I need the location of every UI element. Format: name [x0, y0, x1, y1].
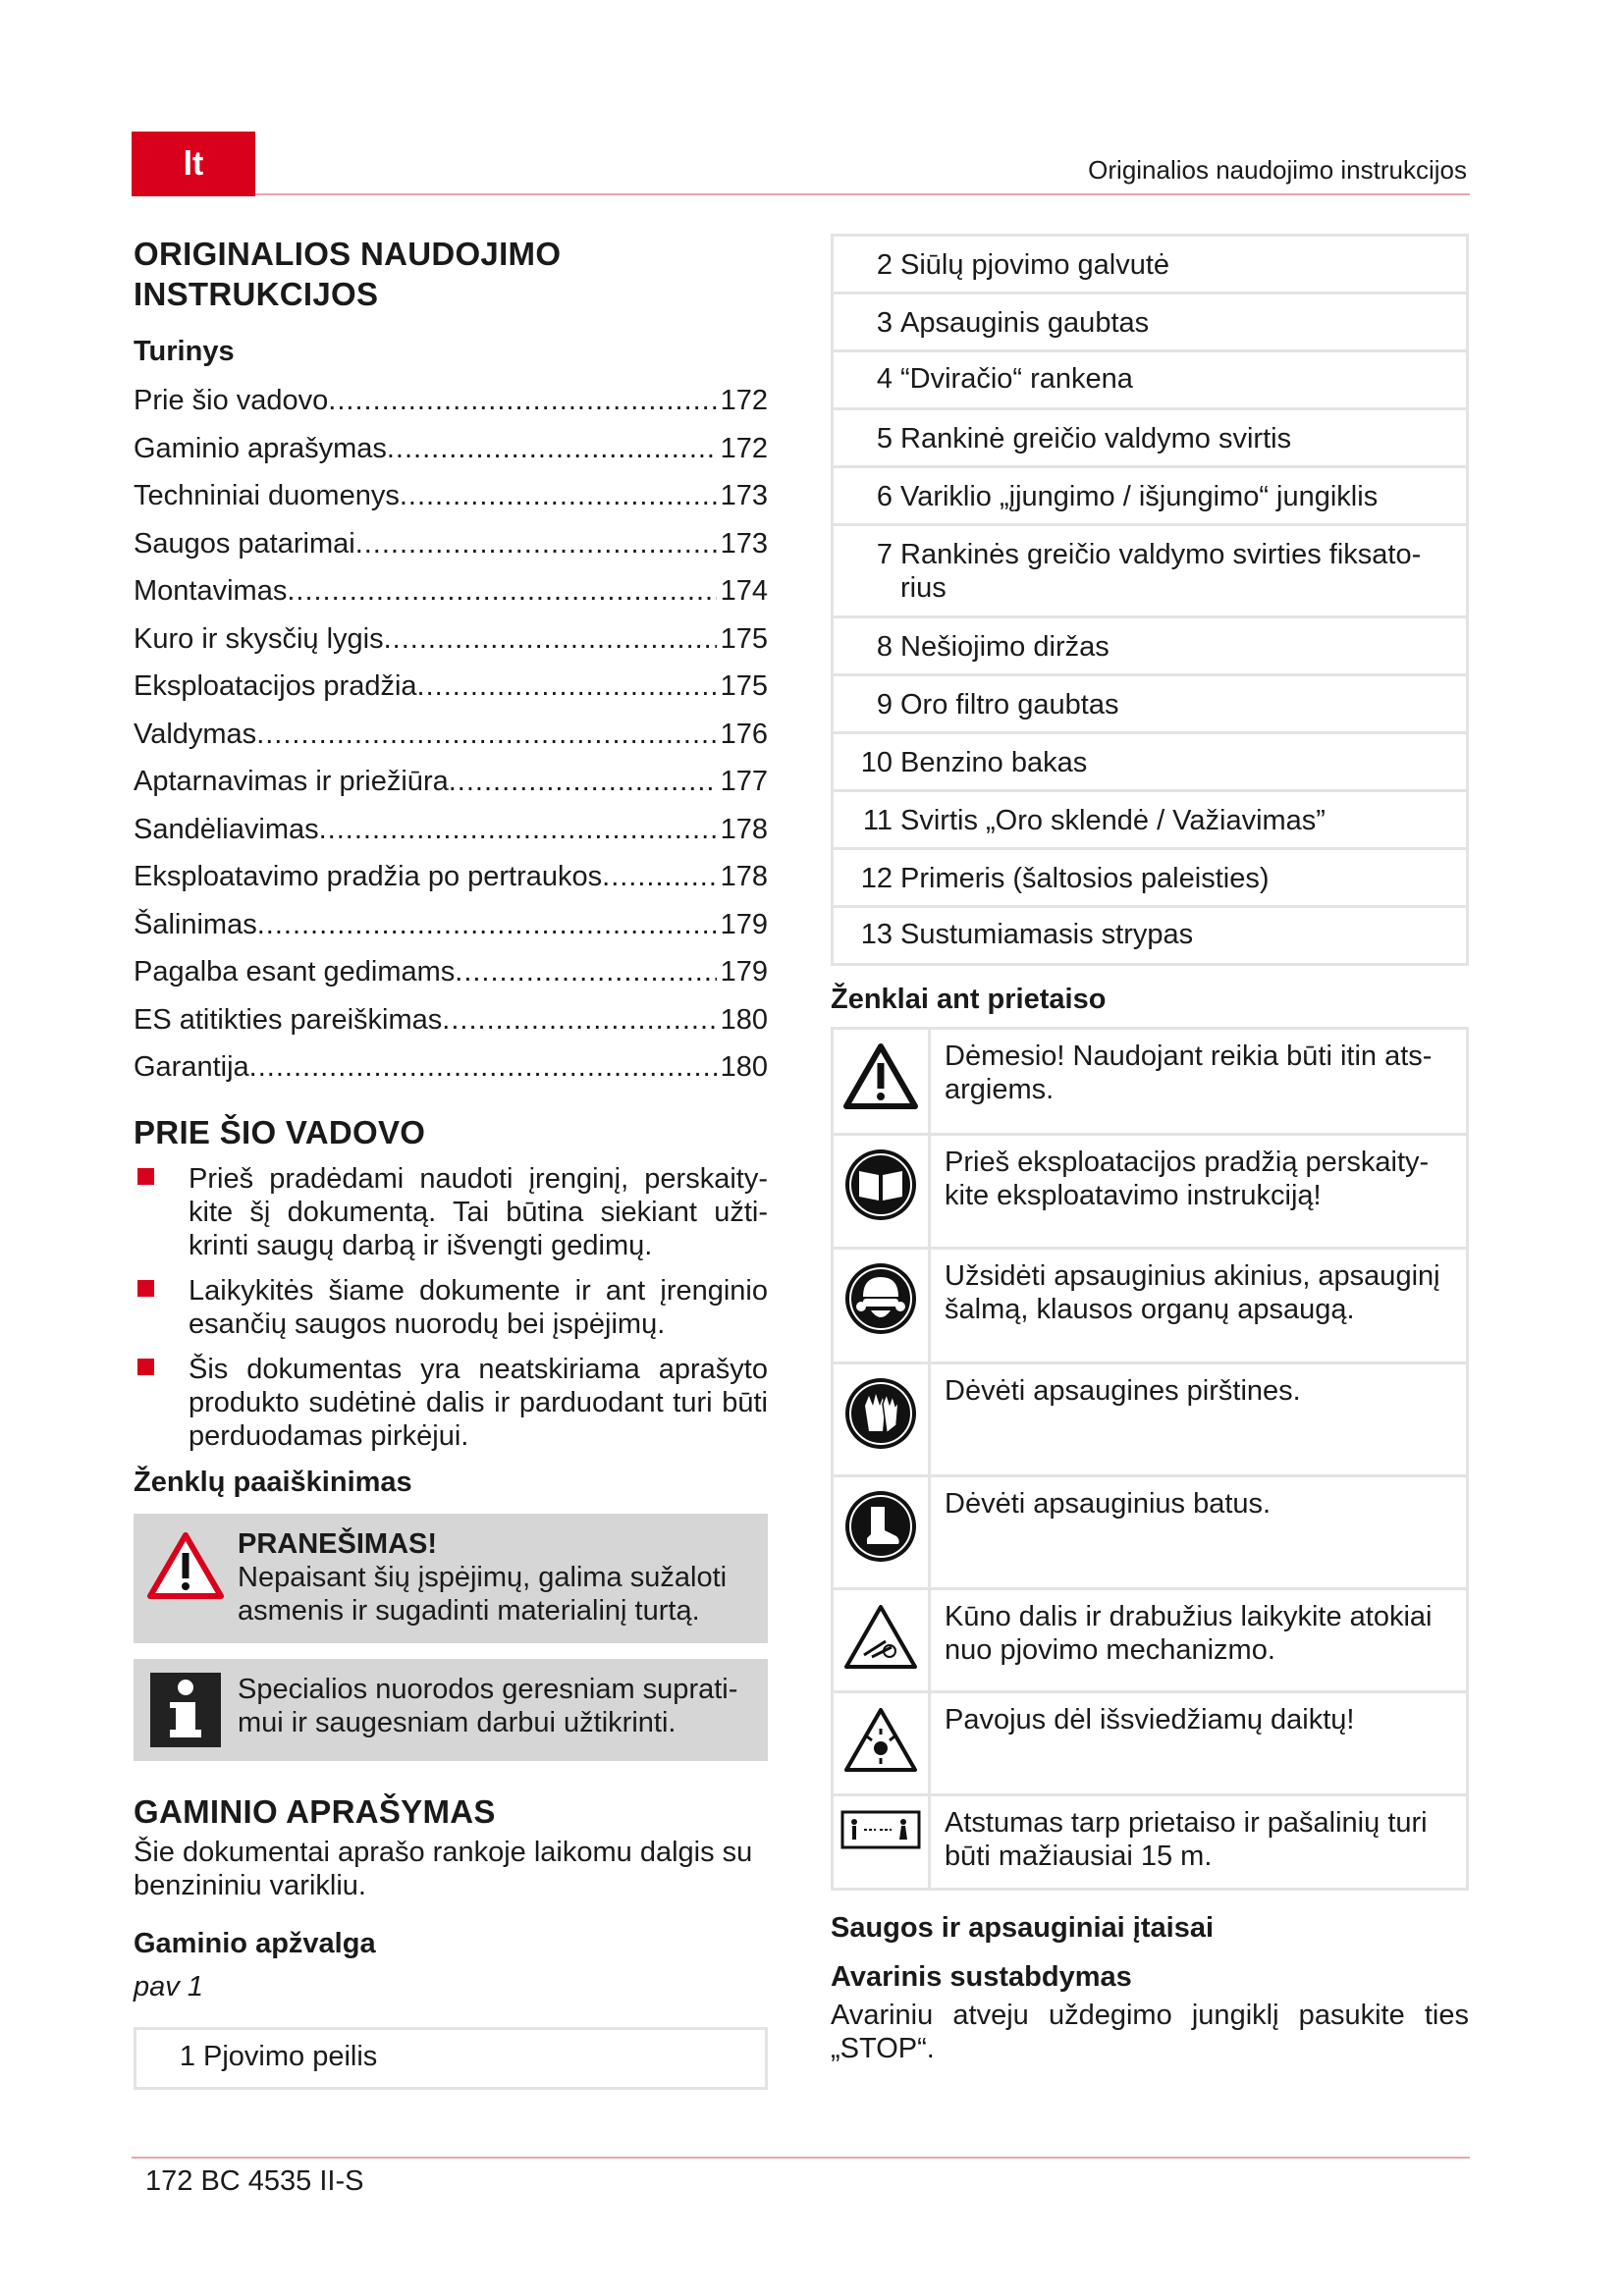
about-bullet-list	[134, 1162, 768, 1453]
table-row: Pavojus dėl išsviedžiamų daiktų!	[834, 1693, 1466, 1796]
cutting-hazard-icon	[842, 1602, 919, 1671]
table-row: 8 Nešiojimo diržas	[834, 618, 1466, 676]
notice-text: Nepaisant šių įspėjimų, galima sužaloti asmenis ir sugadinti materialinį turtą.	[238, 1561, 728, 1627]
table-row: Dėvėti apsauginius batus.	[834, 1477, 1466, 1590]
distance-15m-icon	[840, 1808, 921, 1851]
table-of-contents	[134, 377, 768, 1092]
notice-box	[134, 1514, 768, 1643]
toc-entry[interactable]: Saugos patarimai ..... 173	[134, 520, 768, 568]
symbols-title: Ženklų paaiškinimas	[134, 1466, 412, 1498]
head-protection-icon	[843, 1261, 918, 1336]
list-item: Prieš pradėdami naudoti įrenginį, perskaity-kite šį dokumentą. Tai būtina siekiant užti-krinti saugų darbą ir išvengti gedimų.	[134, 1162, 768, 1262]
toc-entry[interactable]: Techniniai duomenys ..... 173	[134, 472, 768, 520]
right-column	[831, 234, 1469, 2065]
bullet-square-icon	[137, 1280, 154, 1297]
table-row: Dėmesio! Naudojant reikia būti itin ats-argiems.	[834, 1030, 1466, 1136]
signs-title: Ženklai ant prietaiso	[831, 984, 1107, 1015]
read-manual-icon	[843, 1148, 918, 1222]
figure-caption: pav 1	[134, 1970, 203, 2002]
table-row: 5 Rankinė greičio valdymo svirtis	[834, 410, 1466, 468]
table-row: Kūno dalis ir drabužius laikykite atokiai nuo pjovimo mechanizmo.	[834, 1590, 1466, 1693]
toc-entry[interactable]: Garantija ..... 180	[134, 1043, 768, 1092]
table-row: 10 Benzino bakas	[834, 734, 1466, 792]
table-row: 4 “Dviračio“ rankena	[834, 352, 1466, 410]
signs-table	[831, 1027, 1469, 1891]
table-row: Prieš eksploatacijos pradžią perskaity-kite eksploatavimo instrukciją!	[834, 1136, 1466, 1250]
product-intro: Šie dokumentai aprašo rankoje laikomu dalgis su benzininiu varikliu.	[134, 1836, 753, 1901]
toc-entry[interactable]: ES atitikties pareiškimas ..... 180	[134, 996, 768, 1044]
emergency-title: Avarinis sustabdymas	[831, 1961, 1132, 1993]
toc-entry[interactable]: Eksploatacijos pradžia ..... 175	[134, 663, 768, 711]
footer-rule	[132, 2157, 1470, 2159]
list-item: Šis dokumentas yra neatskiriama aprašyto produkto sudėtinė dalis ir parduodant turi būti perduodamas pirkėjui.	[134, 1353, 768, 1453]
table-row: 2 Siūlų pjovimo galvutė	[834, 237, 1466, 294]
left-column	[134, 234, 768, 2090]
toc-entry[interactable]: Kuro ir skysčių lygis ..... 175	[134, 615, 768, 664]
footer-page-ref: 172 BC 4535 II-S	[145, 2165, 364, 2197]
warning-triangle-icon	[842, 1041, 919, 1110]
bullet-square-icon	[137, 1168, 154, 1185]
toc-entry[interactable]: Eksploatavimo pradžia po pertraukos ..... 178	[134, 853, 768, 901]
table-row: 12 Primeris (šaltosios paleisties)	[834, 850, 1466, 908]
safety-title: Saugos ir apsauginiai įtaisai	[831, 1912, 1215, 1944]
table-row: 9 Oro filtro gaubtas	[834, 676, 1466, 734]
bullet-square-icon	[137, 1359, 154, 1375]
table-row: Atstumas tarp prietaiso ir pašalinių turi būti mažiausiai 15 m.	[834, 1796, 1466, 1888]
list-item: Laikykitės šiame dokumente ir ant įrenginio esančių saugos nuorodų bei įspėjimų.	[134, 1274, 768, 1341]
notice-title: PRANEŠIMAS!	[238, 1527, 438, 1560]
table-row: 7 Rankinės greičio valdymo svirties fiksato-rius	[834, 526, 1466, 618]
header-rule	[255, 193, 1470, 195]
overview-title: Gaminio apžvalga	[134, 1927, 376, 1959]
product-title: GAMINIO APRAŠYMAS	[134, 1792, 496, 1830]
toc-entry[interactable]: Aptarnavimas ir priežiūra ..... 177	[134, 758, 768, 806]
table-row: 1 Pjovimo peilis	[179, 2040, 378, 2072]
table-row: 13 Sustumiamasis strypas	[860, 919, 1194, 950]
main-title: ORIGINALIOS NAUDOJIMO INSTRUKCIJOS	[134, 236, 562, 312]
toc-entry[interactable]: Montavimas ..... 174	[134, 567, 768, 615]
toc-entry[interactable]: Šalinimas ..... 179	[134, 901, 768, 949]
table-row: 6 Variklio „įjungimo / išjungimo“ jungiklis	[834, 468, 1466, 526]
toc-entry[interactable]: Valdymas ..... 176	[134, 711, 768, 759]
toc-entry[interactable]: Prie šio vadovo ..... 172	[134, 377, 768, 425]
table-row: Užsidėti apsauginius akinius, apsauginį šalmą, klausos organų apsaugą.	[834, 1250, 1466, 1364]
info-text: Specialios nuorodos geresniam suprati-mui ir saugesniam darbui užtikrinti.	[238, 1673, 738, 1738]
info-box	[134, 1659, 768, 1761]
table-row: 11 Svirtis „Oro sklendė / Važiavimas”	[834, 792, 1466, 850]
table-row: Dėvėti apsaugines pirštines.	[834, 1364, 1466, 1477]
toc-title: Turinys	[134, 336, 235, 367]
parts-table-start	[134, 2027, 768, 2090]
toc-entry[interactable]: Gaminio aprašymas ..... 172	[134, 425, 768, 473]
info-icon	[150, 1673, 221, 1747]
flying-objects-icon	[842, 1705, 919, 1774]
table-row: 3 Apsauginis gaubtas	[834, 294, 1466, 352]
about-title: PRIE ŠIO VADOVO	[134, 1113, 426, 1150]
gloves-icon	[843, 1376, 918, 1451]
warning-triangle-icon	[146, 1531, 225, 1600]
boots-icon	[843, 1489, 918, 1564]
parts-table	[831, 234, 1469, 966]
header-title: Originalios naudojimo instrukcijos	[1088, 155, 1467, 185]
toc-entry[interactable]: Sandėliavimas ..... 178	[134, 806, 768, 854]
language-tab: lt	[132, 132, 255, 196]
emergency-text: Avariniu atveju uždegimo jungiklį pasukite ties „STOP“.	[831, 2000, 1469, 2064]
toc-entry[interactable]: Pagalba esant gedimams ..... 179	[134, 948, 768, 996]
